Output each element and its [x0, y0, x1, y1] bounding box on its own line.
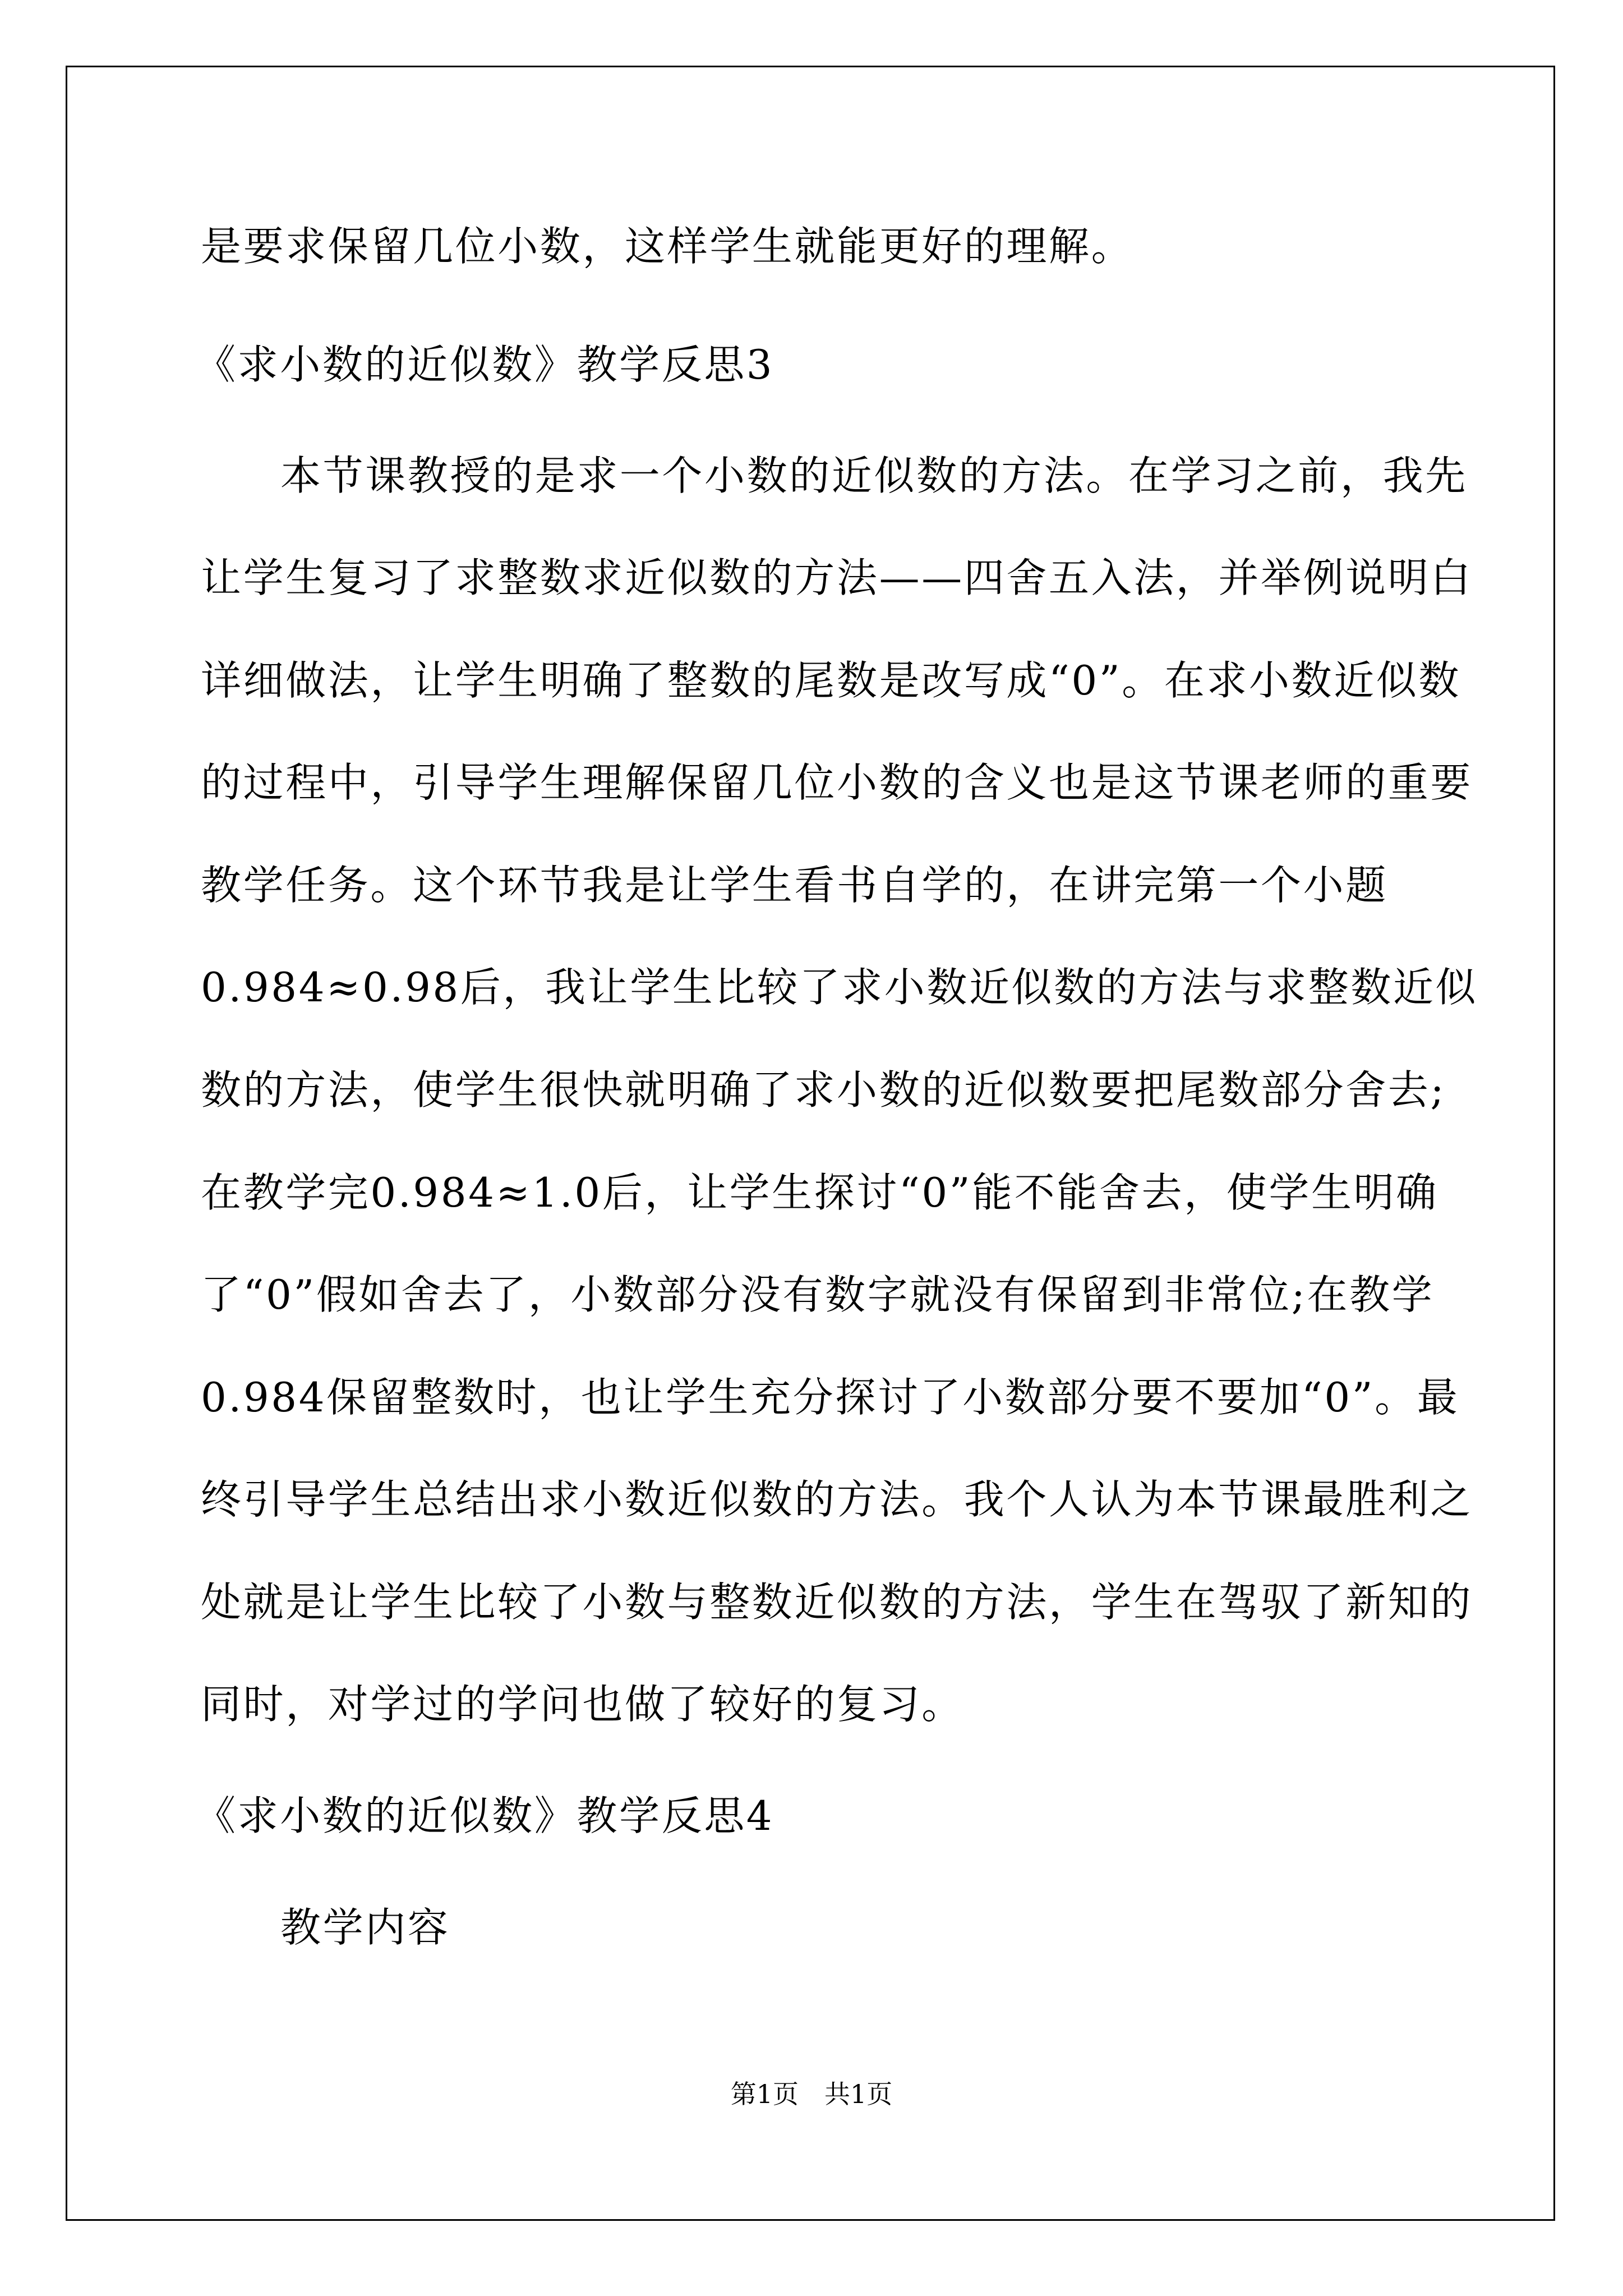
text-line: 数的方法，使学生很快就明确了求小数的近似数要把尾数部分舍去;	[201, 1066, 1446, 1114]
page-footer: 第1页 共1页	[730, 2079, 893, 2109]
text-line: 的过程中，引导学生理解保留几位小数的含义也是这节课老师的重要	[201, 759, 1473, 806]
section-heading: 《求小数的近似数》教学反思4	[195, 1792, 774, 1839]
text-line: 同时，对学过的学问也做了较好的复习。	[201, 1681, 964, 1728]
text-line: 教学内容	[280, 1904, 450, 1951]
text-line: 在教学完0.984≈1.0后，让学生探讨“0”能不能舍去，使学生明确	[201, 1169, 1438, 1216]
text-line: 终引导学生总结出求小数近似数的方法。我个人认为本节课最胜利之	[201, 1476, 1473, 1523]
text-line: 是要求保留几位小数，这样学生就能更好的理解。	[201, 223, 1134, 270]
text-line: 0.984保留整数时，也让学生充分探讨了小数部分要不要加“0”。最	[201, 1374, 1460, 1421]
text-line: 0.984≈0.98后，我让学生比较了求小数近似数的方法与求整数近似	[201, 964, 1478, 1011]
text-line: 教学任务。这个环节我是让学生看书自学的，在讲完第一个小题	[201, 862, 1388, 909]
text-line: 详细做法，让学生明确了整数的尾数是改写成“0”。在求小数近似数	[201, 657, 1461, 704]
page-border	[66, 66, 1555, 2221]
text-line: 本节课教授的是求一个小数的近似数的方法。在学习之前，我先	[280, 452, 1468, 499]
section-heading: 《求小数的近似数》教学反思3	[195, 341, 774, 388]
text-line: 处就是让学生比较了小数与整数近似数的方法，学生在驾驭了新知的	[201, 1579, 1473, 1626]
text-line: 了“0”假如舍去了，小数部分没有数字就没有保留到非常位;在教学	[201, 1271, 1435, 1318]
text-line: 让学生复习了求整数求近似数的方法——四舍五入法，并举例说明白	[201, 554, 1473, 601]
